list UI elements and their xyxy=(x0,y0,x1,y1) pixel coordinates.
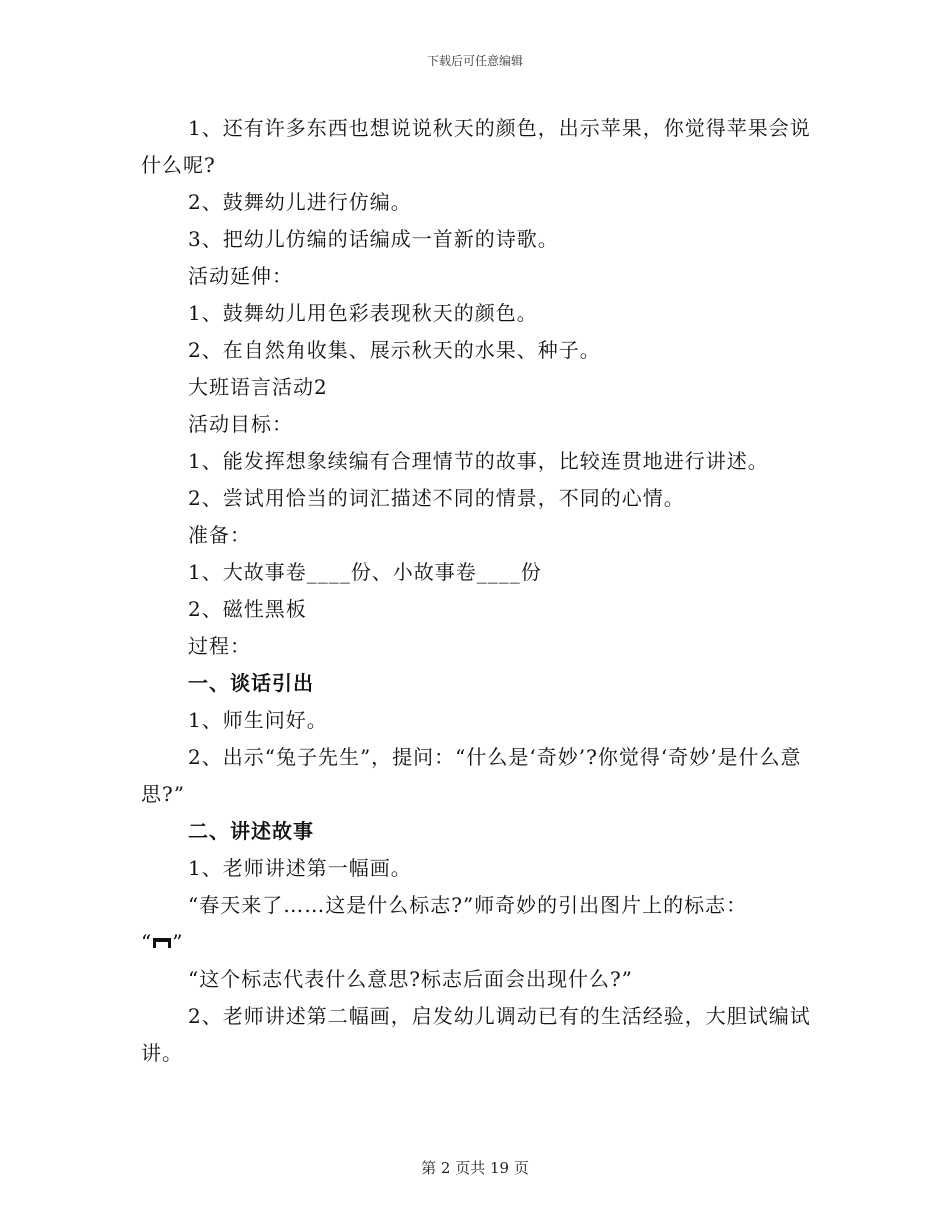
paragraph: 准备： xyxy=(188,523,251,547)
section-title: 大班语言活动2 xyxy=(188,375,328,399)
paragraph: 2、出示“兔子先生”，提问：“什么是‘奇妙’?你觉得‘奇妙’是什么意思?” xyxy=(141,745,802,806)
paragraph: “春天来了……这是什么标志?”师奇妙的引出图片上的标志： xyxy=(188,893,748,917)
paragraph: 2、尝试用恰当的词汇描述不同的情景，不同的心情。 xyxy=(188,486,685,510)
document-body xyxy=(141,110,821,1072)
paragraph: 1、还有许多东西也想说说秋天的颜色，出示苹果，你觉得苹果会说什么呢? xyxy=(141,116,811,177)
heading-tell-story: 二、讲述故事 xyxy=(188,819,314,843)
paragraph: 1、鼓舞幼儿用色彩表现秋天的颜色。 xyxy=(188,301,538,325)
paragraph: “这个标志代表什么意思?标志后面会出现什么?” xyxy=(188,967,633,991)
paragraph: 1、老师讲述第一幅画。 xyxy=(188,856,412,880)
open-quote: “ xyxy=(141,930,153,954)
paragraph: 1、大故事卷____份、小故事卷____份 xyxy=(188,560,542,584)
heading-talk-intro: 一、谈话引出 xyxy=(188,671,314,695)
sign-symbol-line xyxy=(141,924,821,961)
paragraph: 2、磁性黑板 xyxy=(188,597,307,621)
paragraph: 活动目标： xyxy=(188,412,293,436)
page-footer: 第 2 页共 19 页 xyxy=(421,1159,529,1177)
sign-symbol-icon xyxy=(153,937,171,949)
paragraph: 2、在自然角收集、展示秋天的水果、种子。 xyxy=(188,338,601,362)
paragraph: 过程： xyxy=(188,634,251,658)
paragraph: 3、把幼儿仿编的话编成一首新的诗歌。 xyxy=(188,227,559,251)
paragraph: 1、师生问好。 xyxy=(188,708,328,732)
paragraph: 1、能发挥想象续编有合理情节的故事，比较连贯地进行讲述。 xyxy=(188,449,769,473)
paragraph: 2、鼓舞幼儿进行仿编。 xyxy=(188,190,412,214)
close-quote: ” xyxy=(172,930,184,954)
page-header: 下载后可任意编辑 xyxy=(426,54,523,68)
paragraph: 2、老师讲述第二幅画，启发幼儿调动已有的生活经验，大胆试编试讲。 xyxy=(141,1004,811,1065)
paragraph: 活动延伸： xyxy=(188,264,293,288)
